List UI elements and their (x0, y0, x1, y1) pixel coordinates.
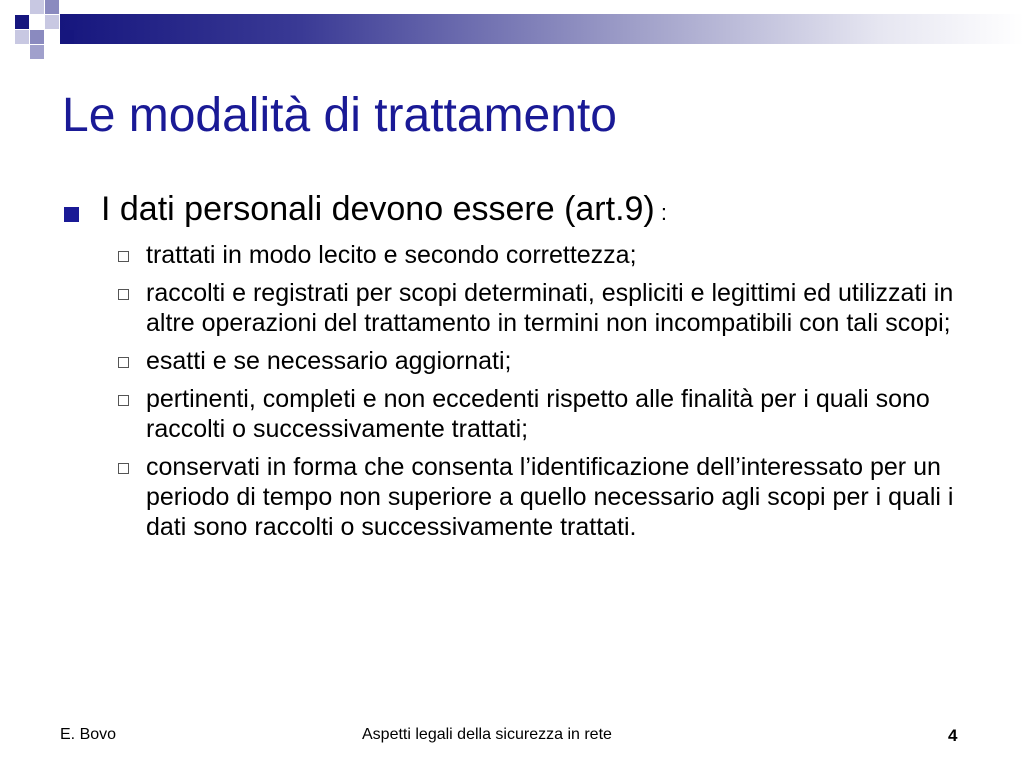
list-item (116, 452, 976, 542)
main-bullet-label: I dati personali devono essere (art.9) (101, 190, 655, 228)
sub-bullet-text: pertinenti, completi e non eccedenti rispetto alle finalità per i quali sono raccolti o successivamente trattati; (146, 385, 930, 443)
sub-bullet-text: trattati in modo lecito e secondo correttezza; (146, 241, 637, 269)
deco-square-mid (45, 0, 59, 14)
footer-title: Aspetti legali della sicurezza in rete (362, 726, 612, 743)
square-bullet-icon (64, 207, 79, 222)
deco-square-light (45, 15, 59, 29)
deco-square-light (30, 45, 44, 59)
list-item (116, 384, 976, 444)
header-gradient-bar (60, 14, 1024, 44)
main-bullet-suffix: : (654, 200, 667, 225)
list-item (116, 240, 976, 270)
page-number: 4 (948, 726, 958, 745)
hollow-square-bullet-icon (118, 395, 129, 406)
hollow-square-bullet-icon (118, 289, 129, 300)
sub-bullet-text: conservati in forma che consenta l’identificazione dell’interessato per un periodo di tempo non superiore a quello necessario agli scopi per i quali i dati sono raccolti o successivamente trattati. (146, 453, 954, 541)
sub-bullet-list (116, 240, 976, 550)
deco-square-navy (60, 30, 74, 44)
list-item (116, 346, 976, 376)
sub-bullet-text: esatti e se necessario aggiornati; (146, 347, 512, 375)
hollow-square-bullet-icon (118, 463, 129, 474)
footer-author: E. Bovo (60, 726, 117, 743)
list-item (116, 278, 976, 338)
deco-square-light (30, 0, 44, 14)
hollow-square-bullet-icon (118, 251, 129, 262)
sub-bullet-text: raccolti e registrati per scopi determinati, espliciti e legittimi ed utilizzati in altre operazioni del trattamento in termini non incompatibili con tali scopi; (146, 279, 954, 337)
deco-square-navy (15, 15, 29, 29)
main-bullet-text (101, 190, 667, 229)
hollow-square-bullet-icon (118, 357, 129, 368)
deco-square-mid (30, 30, 44, 44)
header-decoration (0, 0, 1024, 64)
slide-title: Le modalità di trattamento (62, 89, 617, 142)
deco-square-light (15, 30, 29, 44)
